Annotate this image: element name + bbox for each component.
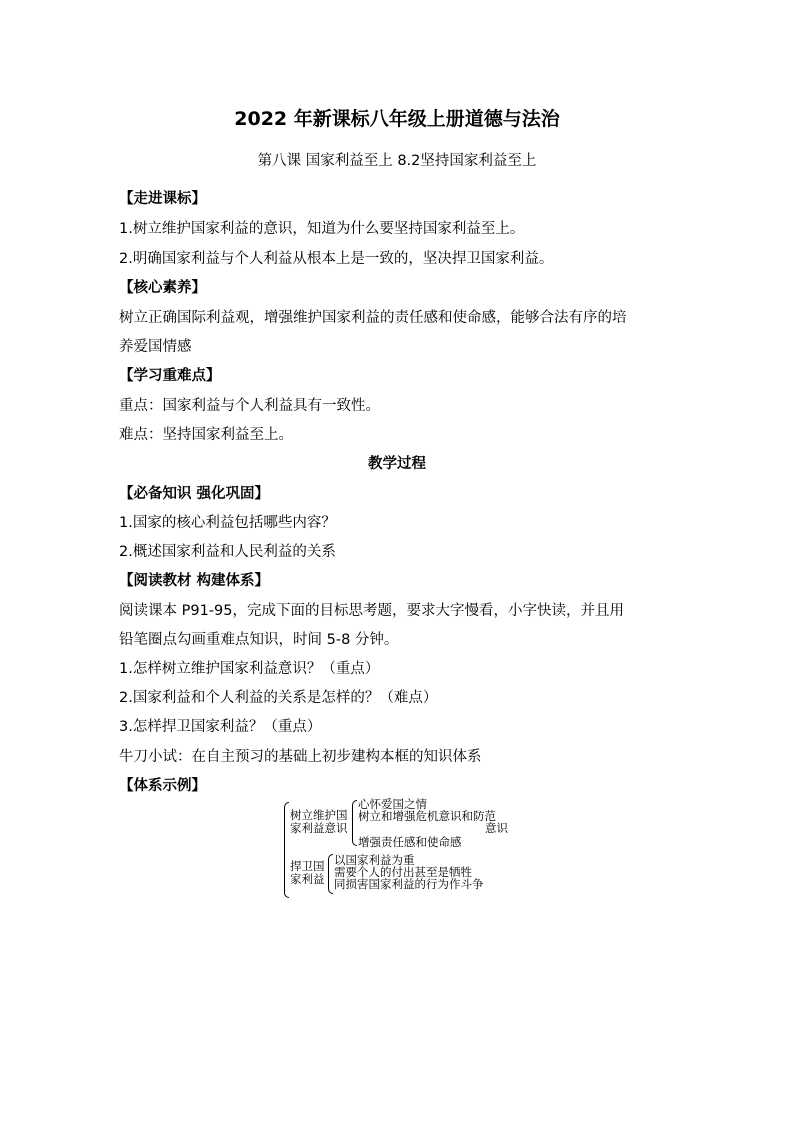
reading-line: 铅笔圈点勾画重难点知识，时间 5-8 分钟。 <box>119 632 399 648</box>
branch-item: 心怀爱国之情 <box>358 797 427 811</box>
section-heading-standards: 【走进课标】 <box>119 191 206 207</box>
branch-item: 以国家利益为重 <box>334 853 415 867</box>
knowledge-line: 1.国家的核心利益包括哪些内容？ <box>119 515 336 531</box>
reading-line: 2.国家利益和个人利益的关系是怎样的？（难点） <box>119 690 438 706</box>
standards-line: 2.明确国家利益与个人利益从根本上是一致的，坚决捍卫国家利益。 <box>119 251 554 267</box>
document-title: 2022 年新课标八年级上册道德与法治 <box>234 108 560 130</box>
branch-label: 家利益 <box>290 872 325 886</box>
outer-brace <box>284 802 289 898</box>
reading-line: 牛刀小试：在自主预习的基础上初步建构本框的知识体系 <box>119 749 482 765</box>
section-heading-literacy: 【核心素养】 <box>119 280 206 296</box>
branch-label: 家利益意识 <box>290 821 348 835</box>
teaching-process-heading: 教学过程 <box>368 456 426 472</box>
section-heading-key-points: 【学习重难点】 <box>119 368 221 384</box>
key-point-line: 重点：国家利益与个人利益具有一致性。 <box>119 398 380 414</box>
branch-item: 树立和增强危机意识和防范 <box>358 809 496 823</box>
section-heading-reading: 【阅读教材 构建体系】 <box>119 573 270 589</box>
reading-line: 1.怎样树立维护国家利益意识？（重点） <box>119 661 380 677</box>
standards-line: 1.树立维护国家利益的意识，知道为什么要坚持国家利益至上。 <box>119 221 525 237</box>
lesson-subtitle: 第八课 国家利益至上 8.2坚持国家利益至上 <box>257 153 537 169</box>
branch-brace <box>352 800 357 846</box>
branch-item: 增强责任感和使命感 <box>358 835 462 849</box>
key-point-line: 难点：坚持国家利益至上。 <box>119 427 293 443</box>
branch-item: 需要个人的付出甚至是牺牲 <box>334 865 472 879</box>
section-heading-knowledge: 【必备知识 强化巩固】 <box>119 486 270 502</box>
knowledge-system-diagram <box>282 798 522 898</box>
knowledge-line: 2.概述国家利益和人民利益的关系 <box>119 544 336 560</box>
reading-line: 阅读课本 P91-95，完成下面的目标思考题，要求大字慢看，小字快读，并且用 <box>119 603 624 619</box>
branch-label: 树立维护国 <box>290 808 348 822</box>
reading-line: 3.怎样捍卫国家利益？（重点） <box>119 719 322 735</box>
branch-item: 同损害国家利益的行为作斗争 <box>334 877 484 891</box>
branch-label: 捍卫国 <box>290 859 325 873</box>
literacy-line: 养爱国情感 <box>119 339 192 355</box>
branch-brace <box>328 854 333 894</box>
branch-item: 意识 <box>485 821 508 835</box>
section-heading-system: 【体系示例】 <box>119 778 206 794</box>
literacy-line: 树立正确国际利益观，增强维护国家利益的责任感和使命感，能够合法有序的培 <box>119 310 627 326</box>
